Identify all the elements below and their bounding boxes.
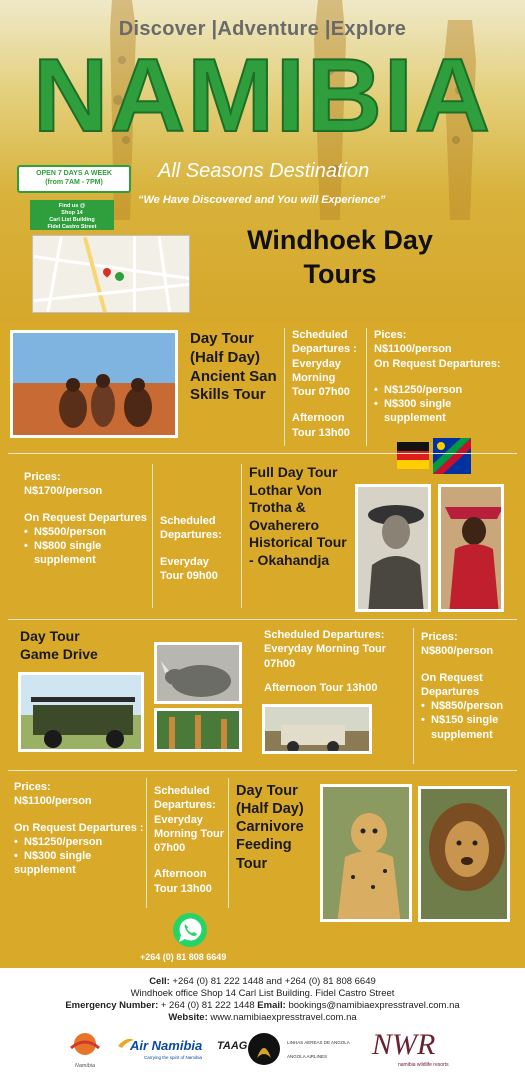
schedule-line: Afternoon: [154, 868, 207, 881]
price-bullet: • N$300 single supplement: [374, 397, 474, 426]
schedule-line: Tour 09h00: [160, 569, 218, 582]
tour-title: [236, 782, 304, 873]
find-us-line: Carl List Building: [49, 216, 95, 223]
find-us-badge: [30, 200, 114, 230]
emergency-line: [0, 1000, 525, 1012]
rhino-photo: [154, 642, 242, 704]
emergency-label: Emergency Number:: [65, 999, 159, 1011]
location-marker-icon: [115, 272, 124, 281]
tour-title-line: Ovaherero: [249, 516, 320, 533]
cell-line: [0, 976, 525, 988]
cell-label: Cell:: [149, 976, 170, 987]
price-bullet: • N$800 single supplement: [24, 539, 134, 568]
find-us-line: Shop 14: [61, 209, 83, 216]
schedule-line: Scheduled: [154, 785, 210, 797]
brand-title: NAMIBIA: [33, 38, 492, 154]
schedule-line: Everyday Morning Tour: [264, 643, 387, 656]
schedule-line: Departures :: [292, 343, 357, 356]
air-namibia-tagline: Carrying the spirit of Namibia: [144, 1055, 203, 1060]
price-value: N$800/person: [421, 645, 494, 658]
prices-block: [24, 470, 154, 568]
historical-portrait-photo: [355, 484, 431, 612]
on-request-label: Departures: [421, 685, 480, 698]
price-value: N$1100/person: [14, 795, 92, 808]
header: [0, 0, 525, 322]
opening-hours-time: (from 7AM - 7PM): [45, 178, 103, 186]
tour-title-line: Carnivore: [236, 819, 304, 836]
prices-block: [421, 630, 521, 742]
schedule-line: Everyday: [292, 357, 341, 370]
tour-title-line: Day Tour: [20, 628, 80, 644]
tour-lothar-von-trotha: [0, 456, 525, 616]
schedule-block: [154, 784, 234, 896]
price-bullet: • N$1250/person: [374, 383, 474, 397]
tour-title: [249, 464, 347, 569]
schedule-line: Departures:: [160, 529, 222, 542]
website-line: [0, 1012, 525, 1024]
schedule-line: Tour 13h00: [292, 426, 350, 439]
prices-label: Prices:: [421, 631, 458, 643]
air-namibia-text: Air Namibia: [130, 1038, 203, 1053]
location-map[interactable]: [32, 235, 190, 313]
tour-title: [20, 628, 98, 663]
schedule-line: Scheduled: [292, 329, 348, 341]
nwr-logo: [372, 1028, 482, 1072]
prices-block: [14, 780, 149, 878]
giraffes-photo: [154, 708, 242, 752]
schedule-line: Tour 13h00: [154, 882, 212, 895]
slogan-quote: “We Have Discovered and You will Experience”: [138, 194, 386, 206]
on-request-label: On Request: [421, 671, 483, 684]
herero-woman-photo: [438, 484, 504, 612]
schedule-line: Morning Tour: [154, 827, 225, 840]
tour-title-line: Ancient San: [190, 367, 277, 385]
emergency-number[interactable]: + 264 (0) 81 222 1448: [160, 999, 255, 1011]
price-value: N$1700/person: [24, 485, 103, 498]
email-label: Email:: [257, 999, 286, 1011]
san-people-photo: [10, 330, 178, 438]
tour-title-line: Historical Tour: [249, 534, 347, 550]
schedule-line: Scheduled Departures:: [264, 629, 385, 641]
schedule-line: Afternoon Tour 13h00: [264, 681, 378, 694]
seasons-subtitle: All Seasons Destination: [158, 160, 370, 182]
tour-title: [190, 330, 277, 405]
on-request-label: On Request Departures :: [14, 821, 144, 834]
whatsapp-number[interactable]: +264 (0) 81 808 6649: [140, 952, 227, 962]
footer: [0, 968, 525, 1080]
lion-photo: [418, 786, 510, 922]
tour-title-line: (Half Day): [236, 801, 304, 818]
tour-title-line: Day Tour: [236, 783, 298, 799]
taag-text: TAAG: [217, 1040, 248, 1052]
cheetah-photo: [320, 784, 412, 922]
schedule-line: Departures:: [154, 799, 216, 812]
price-bullet: • N$150 single supplement: [421, 713, 517, 742]
schedule-line: Everyday: [154, 813, 203, 826]
find-us-line: Fidel Castro Street: [47, 223, 97, 230]
cell-numbers[interactable]: +264 (0) 81 222 1448 and +264 (0) 81 808 6649: [172, 976, 376, 987]
prices-label: Pices:: [374, 329, 407, 341]
price-bullet: • N$850/person: [421, 699, 517, 713]
heading-line: Windhoek Day: [247, 225, 433, 255]
tour-carnivore-feeding: [0, 774, 525, 964]
nwr-tagline: namibia wildlife resorts: [398, 1062, 449, 1068]
schedule-line: Everyday: [160, 555, 209, 568]
taag-emblem-icon: [247, 1032, 281, 1066]
opening-hours-badge: [17, 165, 131, 193]
taag-line2: ANGOLA AIRLINES: [287, 1054, 328, 1059]
price-bullet: • N$300 single: [14, 849, 149, 863]
schedule-line: 07h00: [154, 842, 186, 855]
tour-title-line: Feeding: [236, 837, 292, 854]
taag-logo: [215, 1032, 365, 1072]
schedule-line: 07h00: [264, 657, 296, 670]
nwr-text: NWR: [372, 1028, 436, 1061]
prices-label: Prices:: [14, 781, 51, 793]
prices-block: [374, 328, 519, 426]
tour-title-line: Skills Tour: [190, 386, 266, 404]
tour-title-line: Game Drive: [20, 645, 98, 662]
safari-jeep-photo: [262, 704, 372, 754]
tour-title-line: Day Tour: [190, 330, 254, 347]
schedule-line: Afternoon: [292, 412, 345, 425]
section-heading: [200, 224, 480, 292]
schedule-block: [160, 514, 240, 583]
schedule-block: [264, 628, 414, 695]
tour-title-line: Full Day Tour: [249, 464, 338, 480]
website-link[interactable]: www.namibiaexpresstravel.com.na: [210, 1011, 357, 1023]
air-namibia-logo: [118, 1036, 208, 1072]
tour-game-drive: [0, 622, 525, 768]
prices-label: Prices:: [24, 471, 61, 483]
on-request-label: On Request Departures: [24, 511, 147, 524]
partner-logos: [0, 1026, 525, 1076]
tour-title-line: Lothar Von: [249, 481, 322, 498]
price-value: N$1100/person: [374, 343, 452, 356]
schedule-line: Tour 07h00: [292, 386, 350, 399]
office-address: Windhoek office Shop 14 Carl List Building. Fidel Castro Street: [130, 987, 395, 999]
on-request-label: On Request Departures:: [374, 357, 501, 370]
safari-vehicle-photo: [18, 672, 144, 752]
email-link[interactable]: bookings@namibiaexpresstravel.com.na: [288, 999, 460, 1011]
tour-title-line: - Okahandja: [249, 551, 330, 568]
namibia-tourism-logo: [60, 1030, 110, 1072]
namibia-tourism-text: Namibia: [74, 1063, 96, 1069]
price-bullet-tail: supplement: [14, 864, 76, 877]
opening-hours-line: OPEN 7 DAYS A WEEK: [36, 170, 112, 177]
whatsapp-icon: [172, 912, 208, 948]
heading-line: Tours: [303, 258, 377, 289]
price-bullet: • N$1250/person: [14, 835, 149, 849]
price-bullet: • N$500/person: [24, 525, 134, 539]
schedule-block: [292, 328, 357, 440]
tour-title-line: Tour: [236, 855, 268, 872]
tour-title-line: (Half Day): [190, 348, 261, 366]
tour-san-skills: [0, 322, 525, 450]
tagline: Discover |Adventure |Explore: [118, 18, 407, 40]
contact-info: [0, 976, 525, 1024]
tour-title-line: Trotha &: [249, 499, 306, 515]
find-us-line: Find us @: [58, 203, 86, 209]
website-label: Website:: [168, 1011, 208, 1023]
schedule-line: Scheduled: [160, 515, 216, 527]
schedule-line: Morning: [292, 371, 336, 384]
taag-line1: LINHAS AEREAS DE ANGOLA: [287, 1040, 350, 1045]
whatsapp-button[interactable]: [172, 912, 208, 948]
